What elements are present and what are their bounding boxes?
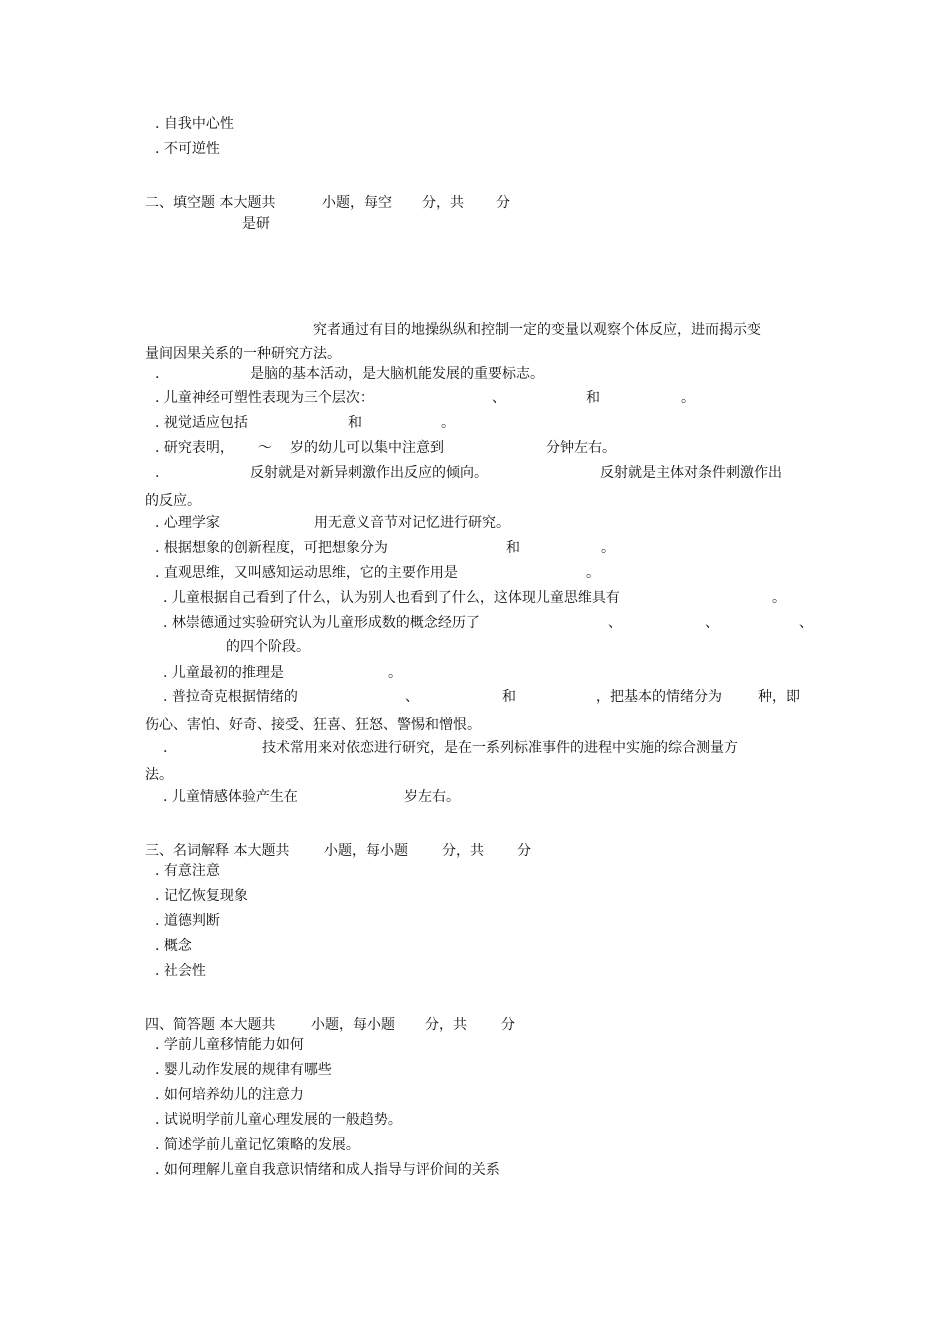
- q11-line-2: 的四个阶段。: [226, 639, 310, 655]
- section-2-heading-segment: 分，共: [422, 195, 464, 211]
- section-4-heading-segment: 小题，每小题: [311, 1017, 395, 1033]
- section-2-heading-segment: 分: [496, 195, 510, 211]
- q3: [0, 389, 950, 407]
- term-item: . 有意注意: [155, 863, 220, 879]
- q14-line-2: 法。: [145, 767, 173, 783]
- question-item: . 如何培养幼儿的注意力: [155, 1087, 304, 1103]
- q5-segment: 岁的幼儿可以集中注意到: [290, 440, 444, 456]
- q1-part-b: 究者通过有目的地操纵纵和控制一定的变量以观察个体反应，进而揭示变: [313, 322, 761, 338]
- q7-segment: . 心理学家: [155, 515, 220, 531]
- q4: [0, 414, 950, 432]
- q6-line-1-segment: 反射就是对新异刺激作出反应的倾向。: [250, 465, 488, 481]
- q2: [0, 365, 950, 383]
- q6-line-1: [0, 464, 950, 482]
- q9-segment: . 直观思维，又叫感知运动思维，它的主要作用是: [155, 565, 458, 581]
- question-item: . 学前儿童移情能力如何: [155, 1037, 304, 1053]
- q14-line-1: [0, 739, 950, 757]
- q14-line-1-segment: .: [163, 740, 168, 756]
- term-item: . 概念: [155, 938, 192, 954]
- q11-line-1: [0, 614, 950, 632]
- q3-segment: . 儿童神经可塑性表现为三个层次：: [155, 390, 374, 406]
- section-4-heading-segment: 四、简答题 本大题共: [145, 1017, 276, 1033]
- q4-segment: 。: [441, 415, 455, 431]
- question-item: . 婴儿动作发展的规律有哪些: [155, 1062, 332, 1078]
- q12-segment: 。: [388, 665, 402, 681]
- q11-line-1-segment: 、: [799, 615, 813, 631]
- q7-segment: 用无意义音节对记忆进行研究。: [314, 515, 510, 531]
- q15-segment: . 儿童情感体验产生在: [163, 789, 298, 805]
- q8-segment: . 根据想象的创新程度，可把想象分为: [155, 540, 388, 556]
- q4-segment: . 视觉适应包括: [155, 415, 248, 431]
- q15-segment: 岁左右。: [404, 789, 460, 805]
- q9-segment: 。: [586, 565, 600, 581]
- q11-line-1-segment: . 林崇德通过实验研究认为儿童形成数的概念经历了: [163, 615, 480, 631]
- q13-line-1: [0, 688, 950, 706]
- q9: [0, 564, 950, 582]
- section-3-heading-segment: 分: [517, 843, 531, 859]
- section-2-heading: [0, 194, 950, 212]
- q5: [0, 439, 950, 457]
- q11-line-1-segment: 、: [608, 615, 622, 631]
- q8-segment: 。: [601, 540, 615, 556]
- section-3-heading-segment: 小题，每小题: [324, 843, 408, 859]
- q3-segment: 。: [681, 390, 695, 406]
- q13-line-1-segment: ，把基本的情绪分为: [596, 689, 722, 705]
- q10: [0, 589, 950, 607]
- section-4-heading-segment: 分，共: [425, 1017, 467, 1033]
- q15: [0, 788, 950, 806]
- question-item: . 简述学前儿童记忆策略的发展。: [155, 1137, 360, 1153]
- q3-segment: 和: [586, 390, 600, 406]
- section-4-heading-segment: 分: [501, 1017, 515, 1033]
- section-3-heading-segment: 分，共: [442, 843, 484, 859]
- section-3-heading: [0, 842, 950, 860]
- term-item: . 社会性: [155, 963, 206, 979]
- list-item-self-centered: . 自我中心性: [155, 116, 234, 132]
- q6-line-2: 的反应。: [145, 493, 201, 509]
- q13-line-2: 伤心、害怕、好奇、接受、狂喜、狂怒、警惕和憎恨。: [145, 717, 481, 733]
- q6-line-1-segment: .: [155, 465, 160, 481]
- q10-segment: 。: [772, 590, 786, 606]
- q5-segment: 分钟左右。: [546, 440, 616, 456]
- section-4-heading: [0, 1016, 950, 1034]
- q14-line-1-segment: 技术常用来对依恋进行研究，是在一系列标准事件的进程中实施的综合测量方: [262, 740, 738, 756]
- q10-segment: . 儿童根据自己看到了什么，认为别人也看到了什么，这体现儿童思维具有: [163, 590, 620, 606]
- section-3-heading-segment: 三、名词解释 本大题共: [145, 843, 290, 859]
- q2-segment: 是脑的基本活动，是大脑机能发展的重要标志。: [250, 366, 544, 382]
- q4-segment: 和: [348, 415, 362, 431]
- q8-segment: 和: [506, 540, 520, 556]
- q12-segment: . 儿童最初的推理是: [163, 665, 284, 681]
- q8: [0, 539, 950, 557]
- q5-segment: ～: [258, 440, 272, 456]
- q11-line-1-segment: 、: [705, 615, 719, 631]
- q13-line-1-segment: 、: [405, 689, 419, 705]
- section-2-heading-segment: 小题，每空: [322, 195, 392, 211]
- q3-segment: 、: [492, 390, 506, 406]
- list-item-irreversibility: . 不可逆性: [155, 141, 220, 157]
- q1-part-a: 是研: [242, 216, 270, 232]
- term-item: . 记忆恢复现象: [155, 888, 248, 904]
- q1-part-c: 量间因果关系的一种研究方法。: [145, 346, 341, 362]
- q7: [0, 514, 950, 532]
- q5-segment: . 研究表明，: [155, 440, 234, 456]
- q2-segment: .: [155, 366, 160, 382]
- q13-line-1-segment: . 普拉奇克根据情绪的: [163, 689, 298, 705]
- section-2-heading-segment: 二、填空题 本大题共: [145, 195, 276, 211]
- q12: [0, 664, 950, 682]
- q13-line-1-segment: 和: [502, 689, 516, 705]
- q13-line-1-segment: 种，即: [758, 689, 800, 705]
- q6-line-1-segment: 反射就是主体对条件刺激作出: [600, 465, 782, 481]
- question-item: . 试说明学前儿童心理发展的一般趋势。: [155, 1112, 402, 1128]
- question-item: . 如何理解儿童自我意识情绪和成人指导与评价间的关系: [155, 1162, 500, 1178]
- term-item: . 道德判断: [155, 913, 220, 929]
